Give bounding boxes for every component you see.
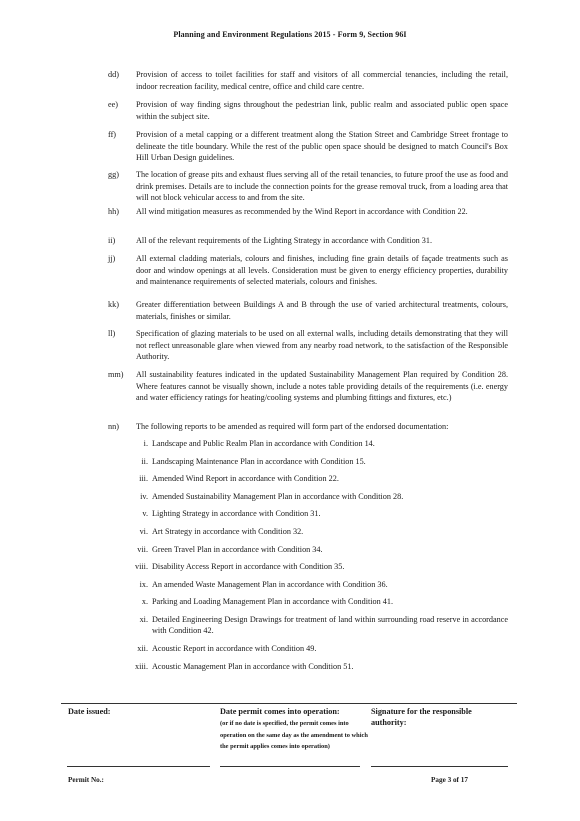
condition-ff — [108, 129, 508, 164]
list-item — [108, 661, 508, 679]
condition-ee — [108, 99, 508, 122]
condition-text: All sustainability features indicated in the updated Sustainability Management Plan required by Condition 28. Where features cannot be visually shown, include a notes table providing details of the requirements (i.e. energy and water efficiency ratings for heating/cooling systems and plumbing fittings and fixtures, etc.) — [136, 370, 508, 402]
condition-label: ll) — [108, 329, 116, 338]
list-item-text: An amended Waste Management Plan in accordance with Condition 36. — [152, 579, 388, 589]
date-permit-label: Date permit comes into operation: — [220, 707, 340, 716]
list-item-text: Amended Wind Report in accordance with Condition 22. — [152, 474, 339, 484]
list-item — [108, 596, 508, 614]
condition-label: gg) — [108, 170, 119, 179]
condition-text: Provision of access to toilet facilities for staff and visitors of all commercial tenancies, including the retail, indoor recreation facility, medical centre, office and child care centre. — [136, 70, 508, 91]
list-item — [108, 643, 508, 661]
condition-label: ff) — [108, 130, 117, 139]
list-item-label: vi. — [139, 526, 148, 536]
list-item-label: vii. — [137, 544, 148, 554]
list-item-text: Detailed Engineering Design Drawings for treatment of land within surrounding road reserve in accordance with Condition 42. — [152, 614, 508, 636]
signature-divider — [61, 703, 517, 704]
condition-gg — [108, 169, 508, 204]
condition-text: Provision of a metal capping or a different treatment along the Station Street and Cambridge Street frontage to delineate the title boundary. While the rest of the public open space should be designed to match Council's Box Hill Urban Design guidelines. — [136, 130, 508, 162]
list-item-label: ii. — [141, 456, 148, 466]
list-item-text: Parking and Loading Management Plan in accordance with Condition 41. — [152, 597, 394, 607]
condition-text: Provision of way finding signs throughout the pedestrian link, public realm and associated public open space within the subject site. — [136, 100, 508, 121]
condition-kk — [108, 299, 508, 322]
condition-label: ee) — [108, 100, 118, 109]
condition-label: kk) — [108, 300, 119, 309]
signature-label: Signature for the responsible authority: — [371, 707, 472, 727]
date-permit-block — [220, 706, 370, 753]
condition-mm — [108, 369, 508, 404]
date-issued-label: Date issued: — [68, 707, 111, 716]
list-item-text: Acoustic Management Plan in accordance with Condition 51. — [152, 661, 354, 671]
condition-label: dd) — [108, 70, 119, 79]
condition-text: All of the relevant requirements of the Lighting Strategy in accordance with Condition 31. — [136, 236, 433, 245]
condition-text: The following reports to be amended as required will form part of the endorsed documentation: — [136, 422, 449, 431]
list-item-text: Landscaping Maintenance Plan in accordance with Condition 15. — [152, 456, 366, 466]
condition-label: nn) — [108, 422, 119, 431]
condition-text: Specification of glazing materials to be used on all external walls, including details demonstrating that they will not reflect unreasonable glare when viewed from any nearby road network, to the satisfaction of the Responsible Authority. — [136, 329, 508, 361]
list-item — [108, 544, 508, 562]
list-item — [108, 526, 508, 544]
list-item — [108, 508, 508, 526]
condition-text: All external cladding materials, colours and finishes, including fine grain details of façade treatments such as door and window openings at all levels. Consideration must be given to energy efficiency properties, durability and maintenance requirements of selected materials, colours and finishes. — [136, 254, 508, 286]
condition-hh — [108, 206, 508, 218]
condition-text: Greater differentiation between Buildings A and B through the use of varied architectural treatments, colours, materials, finishes or similar. — [136, 300, 508, 321]
condition-ll — [108, 328, 508, 363]
condition-nn — [108, 421, 508, 433]
condition-label: mm) — [108, 370, 124, 379]
list-item-label: xii. — [137, 643, 148, 653]
list-item-label: x. — [141, 597, 148, 607]
list-item-label: ix. — [139, 579, 148, 589]
list-item-label: v. — [142, 509, 148, 519]
list-item — [108, 491, 508, 509]
condition-text: The location of grease pits and exhaust flues serving all of the retail tenancies, to future proof the use as food and drink premises. Details are to include the connection points for the grease removal truck, from a loading area that will not block vehicular access to and from the site. — [136, 170, 508, 202]
condition-text: All wind mitigation measures as recommended by the Wind Report in accordance with Condition 22. — [136, 207, 468, 216]
list-item-text: Acoustic Report in accordance with Condition 49. — [152, 643, 317, 653]
list-item-text: Disability Access Report in accordance with Condition 35. — [152, 562, 345, 572]
list-item — [108, 614, 508, 643]
list-item — [108, 561, 508, 579]
signature-line — [371, 766, 508, 767]
report-list — [108, 438, 508, 678]
condition-dd — [108, 69, 508, 92]
list-item-text: Art Strategy in accordance with Condition 32. — [152, 526, 304, 536]
list-item — [108, 456, 508, 474]
list-item-text: Landscape and Public Realm Plan in accordance with Condition 14. — [152, 439, 375, 448]
date-issued-line — [67, 766, 210, 767]
permit-number: Permit No.: — [68, 776, 104, 784]
list-item-label: i. — [143, 439, 148, 448]
list-item — [108, 579, 508, 597]
date-permit-note: (or if no date is specified, the permit comes into operation on the same day as the amendment to which the permit applies comes into operation) — [220, 720, 368, 750]
list-item-label: xiii. — [135, 661, 148, 671]
list-item-label: xi. — [139, 614, 148, 624]
list-item — [108, 473, 508, 491]
date-permit-line — [220, 766, 360, 767]
list-item — [108, 438, 508, 456]
condition-ii — [108, 235, 508, 247]
condition-label: ii) — [108, 236, 116, 245]
list-item-label: viii. — [135, 562, 148, 572]
list-item-text: Green Travel Plan in accordance with Condition 34. — [152, 544, 323, 554]
page-header: Planning and Environment Regulations 2015 - Form 9, Section 96I — [173, 30, 407, 39]
condition-label: jj) — [108, 254, 116, 263]
list-item-text: Amended Sustainability Management Plan in accordance with Condition 28. — [152, 491, 404, 501]
list-item-text: Lighting Strategy in accordance with Condition 31. — [152, 509, 321, 519]
page-number: Page 3 of 17 — [431, 776, 468, 784]
list-item-label: iv. — [140, 491, 148, 501]
condition-label: hh) — [108, 207, 119, 216]
list-item-label: iii. — [139, 474, 148, 484]
condition-jj — [108, 253, 508, 288]
